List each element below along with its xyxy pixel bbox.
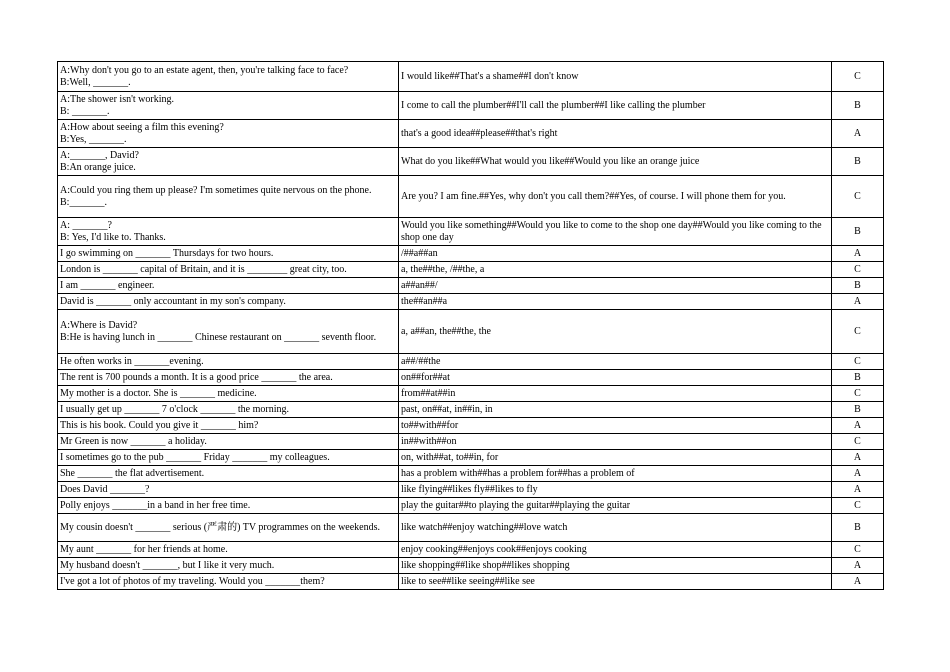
question-line: David is _______ only accountant in my son's company. xyxy=(60,295,286,307)
question-line: I go swimming on _______ Thursdays for two hours. xyxy=(60,247,274,259)
question-line: A:_______, David? xyxy=(60,149,139,161)
answer-cell: A xyxy=(832,294,884,310)
table-row xyxy=(58,310,884,354)
table-row xyxy=(58,466,884,482)
question-line: I usually get up _______ 7 o'clock _______ the morning. xyxy=(60,403,289,415)
question-line: The rent is 700 pounds a month. It is a good price _______ the area. xyxy=(60,371,333,383)
question-line: This is his book. Could you give it _______ him? xyxy=(60,419,259,431)
question-cell xyxy=(58,294,399,310)
table-row xyxy=(58,148,884,176)
answer-cell: C xyxy=(832,262,884,278)
options-cell: play the guitar##to playing the guitar##playing the guitar xyxy=(399,498,832,514)
table-row xyxy=(58,574,884,590)
options-cell: like flying##likes fly##likes to fly xyxy=(399,482,832,498)
options-cell: on##for##at xyxy=(399,370,832,386)
options-cell: a##an##/ xyxy=(399,278,832,294)
question-line: Mr Green is now _______ a holiday. xyxy=(60,435,207,447)
question-cell xyxy=(58,278,399,294)
answer-cell: A xyxy=(832,418,884,434)
answer-cell: C xyxy=(832,542,884,558)
answer-cell: C xyxy=(832,386,884,402)
question-line: A:How about seeing a film this evening? xyxy=(60,121,224,133)
answer-cell: C xyxy=(832,434,884,450)
options-cell: a##/##the xyxy=(399,354,832,370)
question-line: Polly enjoys _______in a band in her free time. xyxy=(60,499,251,511)
question-line: B:_______. xyxy=(60,196,107,208)
question-cell xyxy=(58,92,399,120)
table-row xyxy=(58,120,884,148)
table-row xyxy=(58,246,884,262)
answer-cell: A xyxy=(832,120,884,148)
question-cell xyxy=(58,418,399,434)
answer-cell: C xyxy=(832,62,884,92)
options-cell: that's a good idea##please##that's right xyxy=(399,120,832,148)
table-row xyxy=(58,354,884,370)
table-row xyxy=(58,278,884,294)
options-cell: like watch##enjoy watching##love watch xyxy=(399,514,832,542)
answer-cell: C xyxy=(832,176,884,218)
answer-cell: B xyxy=(832,278,884,294)
question-cell xyxy=(58,574,399,590)
question-line: She _______ the flat advertisement. xyxy=(60,467,205,479)
options-cell: in##with##on xyxy=(399,434,832,450)
table-row xyxy=(58,418,884,434)
question-line: My cousin doesn't _______ serious (严肃的) TV programmes on the weekends. xyxy=(60,521,380,533)
table-row xyxy=(58,542,884,558)
answer-cell: B xyxy=(832,92,884,120)
question-cell xyxy=(58,354,399,370)
options-cell: I would like##That's a shame##I don't know xyxy=(399,62,832,92)
question-line: B: _______. xyxy=(60,105,110,117)
options-cell: like shopping##like shop##likes shopping xyxy=(399,558,832,574)
question-line: B:Yes, _______. xyxy=(60,133,127,145)
question-line: I've got a lot of photos of my traveling. Would you _______them? xyxy=(60,575,325,587)
question-line: A:Could you ring them up please? I'm sometimes quite nervous on the phone. xyxy=(60,184,372,196)
answer-cell: C xyxy=(832,354,884,370)
table-row xyxy=(58,514,884,542)
question-cell xyxy=(58,148,399,176)
question-cell xyxy=(58,466,399,482)
options-cell: enjoy cooking##enjoys cook##enjoys cooking xyxy=(399,542,832,558)
table-row xyxy=(58,218,884,246)
question-cell xyxy=(58,402,399,418)
question-line: London is _______ capital of Britain, and it is ________ great city, too. xyxy=(60,263,347,275)
question-cell xyxy=(58,62,399,92)
table-row xyxy=(58,370,884,386)
options-cell: to##with##for xyxy=(399,418,832,434)
answer-cell: A xyxy=(832,450,884,466)
question-cell xyxy=(58,310,399,354)
options-cell: a, a##an, the##the, the xyxy=(399,310,832,354)
answer-cell: B xyxy=(832,370,884,386)
answer-cell: B xyxy=(832,402,884,418)
question-line: A:Why don't you go to an estate agent, then, you're talking face to face? xyxy=(60,64,349,76)
answer-cell: B xyxy=(832,148,884,176)
table-row xyxy=(58,386,884,402)
options-cell: the##an##a xyxy=(399,294,832,310)
table-row xyxy=(58,92,884,120)
question-line: Does David _______? xyxy=(60,483,150,495)
question-cell xyxy=(58,558,399,574)
question-table-body xyxy=(58,62,884,590)
options-cell: on, with##at, to##in, for xyxy=(399,450,832,466)
question-line: A:Where is David? xyxy=(60,319,138,331)
question-cell xyxy=(58,450,399,466)
question-cell xyxy=(58,542,399,558)
options-cell: Are you? I am fine.##Yes, why don't you call them?##Yes, of course. I will phone them for you. xyxy=(399,176,832,218)
answer-cell: A xyxy=(832,558,884,574)
question-cell xyxy=(58,514,399,542)
table-row xyxy=(58,62,884,92)
answer-cell: C xyxy=(832,310,884,354)
question-table xyxy=(57,61,884,590)
table-row xyxy=(58,402,884,418)
options-cell: Would you like something##Would you like to come to the shop one day##Would you like coming to the shop one day xyxy=(399,218,832,246)
answer-cell: A xyxy=(832,574,884,590)
question-line: B:He is having lunch in _______ Chinese restaurant on _______ seventh floor. xyxy=(60,331,377,343)
options-cell: I come to call the plumber##I'll call the plumber##I like calling the plumber xyxy=(399,92,832,120)
options-cell: from##at##in xyxy=(399,386,832,402)
question-cell xyxy=(58,262,399,278)
table-row xyxy=(58,176,884,218)
question-cell xyxy=(58,218,399,246)
question-line: B: Yes, I'd like to. Thanks. xyxy=(60,231,166,243)
question-line: A:The shower isn't working. xyxy=(60,93,175,105)
options-cell: /##a##an xyxy=(399,246,832,262)
question-line: My mother is a doctor. She is _______ medicine. xyxy=(60,387,257,399)
question-line: B:An orange juice. xyxy=(60,161,136,173)
question-cell xyxy=(58,498,399,514)
options-cell: past, on##at, in##in, in xyxy=(399,402,832,418)
table-row xyxy=(58,262,884,278)
question-cell xyxy=(58,434,399,450)
answer-cell: B xyxy=(832,218,884,246)
question-line: My aunt _______ for her friends at home. xyxy=(60,543,228,555)
answer-cell: A xyxy=(832,482,884,498)
question-line: He often works in _______evening. xyxy=(60,355,204,367)
question-line: My husband doesn't _______, but I like it very much. xyxy=(60,559,275,571)
question-cell xyxy=(58,370,399,386)
table-row xyxy=(58,450,884,466)
answer-cell: B xyxy=(832,514,884,542)
options-cell: has a problem with##has a problem for##has a problem of xyxy=(399,466,832,482)
options-cell: What do you like##What would you like##Would you like an orange juice xyxy=(399,148,832,176)
question-cell xyxy=(58,386,399,402)
answer-cell: A xyxy=(832,466,884,482)
options-cell: a, the##the, /##the, a xyxy=(399,262,832,278)
options-cell: like to see##like seeing##like see xyxy=(399,574,832,590)
question-line: B:Well, _______. xyxy=(60,76,131,88)
question-cell xyxy=(58,120,399,148)
question-cell xyxy=(58,176,399,218)
question-cell xyxy=(58,246,399,262)
table-row xyxy=(58,482,884,498)
table-row xyxy=(58,558,884,574)
answer-cell: C xyxy=(832,498,884,514)
answer-cell: A xyxy=(832,246,884,262)
question-cell xyxy=(58,482,399,498)
question-line: I am _______ engineer. xyxy=(60,279,155,291)
table-row xyxy=(58,434,884,450)
question-line: I sometimes go to the pub _______ Friday _______ my colleagues. xyxy=(60,451,330,463)
table-row xyxy=(58,294,884,310)
table-row xyxy=(58,498,884,514)
question-line: A: _______? xyxy=(60,219,112,231)
